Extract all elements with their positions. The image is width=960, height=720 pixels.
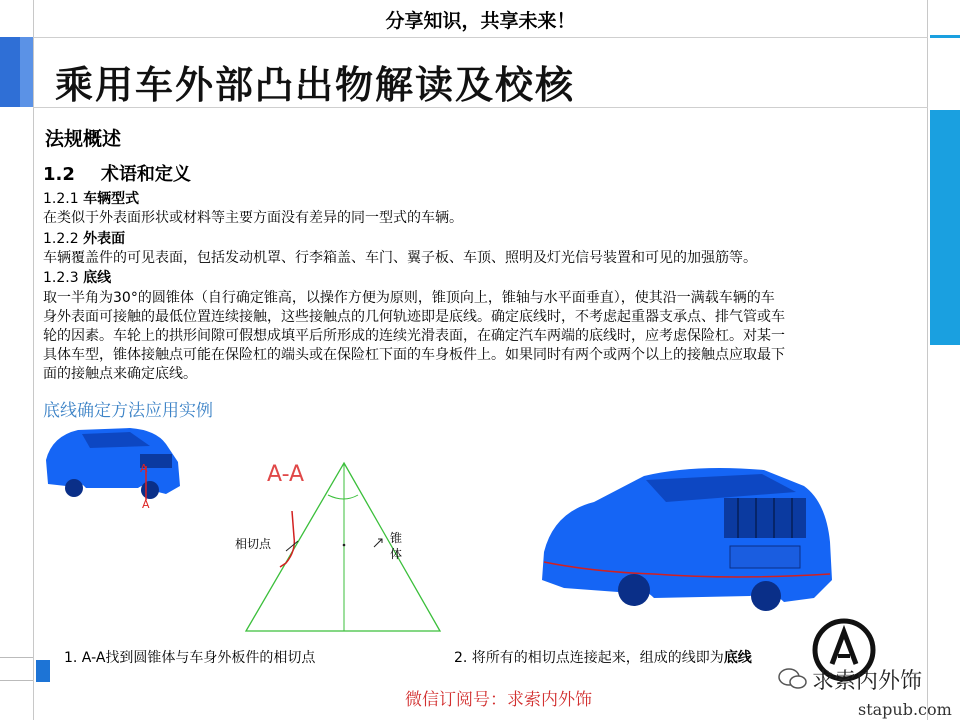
section-marker-bottom: A — [142, 498, 150, 511]
title-divider — [33, 107, 928, 108]
frame-right-line — [927, 0, 928, 720]
term-number: 1.2.3 — [43, 270, 79, 286]
title-accent-block-light — [20, 37, 33, 107]
definition-line: 具体车型，锥体接触点可能在保险杠的端头或在保险杠下面的车身板件上。如果同时有两个或两个以上的接触点应取最下 — [43, 347, 785, 363]
logo-text: 求索内外饰 — [812, 669, 923, 694]
top-bar — [33, 0, 928, 38]
term-3-definition — [43, 289, 903, 384]
term-1-definition: 在类似于外表面形状或材料等主要方面没有差异的同一型式的车辆。 — [43, 210, 463, 226]
step-2-caption — [454, 647, 752, 667]
page-title: 乘用车外部凸出物解读及校核 — [55, 63, 576, 107]
step-2-text: 2. 将所有的相切点连接起来，组成的线即为 — [454, 650, 724, 666]
right-accent-tick — [930, 35, 960, 38]
large-car-image — [534, 462, 844, 612]
small-car-image — [38, 422, 188, 504]
right-accent-bar — [930, 110, 960, 345]
section-label: A-A — [267, 462, 305, 487]
step-1-caption: 1. A-A找到圆锥体与车身外板件的相切点 — [64, 650, 316, 666]
term-number: 1.2.2 — [43, 231, 79, 247]
term-2-heading — [43, 230, 903, 249]
term-2-definition: 车辆覆盖件的可见表面，包括发动机罩、行李箱盖、车门、翼子板、车顶、照明及灯光信号装置和可见的加强筋等。 — [43, 250, 757, 266]
wechat-account-text: 微信订阅号：求索内外饰 — [405, 690, 592, 710]
step-2-bold: 底线 — [723, 650, 752, 666]
term-name: 底线 — [83, 270, 112, 286]
slogan: 分享知识，共享未来！ — [385, 10, 576, 32]
term-name: 车辆型式 — [83, 191, 140, 207]
term-1-heading — [43, 190, 903, 209]
section-marker-top: A — [140, 462, 148, 475]
subsection-heading — [43, 160, 191, 186]
title-accent-block — [0, 37, 20, 107]
definition-line: 轮的因素。车轮上的拱形间隙可假想成填平后所形成的连续光滑表面，在确定汽车两端的底线时，应考虑保险杠。对某一 — [43, 328, 785, 344]
definition-line: 面的接触点来确定底线。 — [43, 366, 197, 382]
definition-line: 取一半角为30°的圆锥体（自行确定锥高，以操作方便为原则，锥顶向上，锥轴与水平面垂直），使其沿一满载车辆的车 — [43, 290, 775, 306]
example-heading: 底线确定方法应用实例 — [43, 401, 213, 421]
cone-label: 锥体 — [390, 531, 403, 561]
bottom-left-accent-lines — [0, 657, 33, 681]
term-3-heading — [43, 269, 903, 288]
subsection-title: 术语和定义 — [100, 164, 191, 185]
definition-line: 身外表面可接触的最低位置连续接触，这些接触点的几何轨迹即是底线。确定底线时，不考虑起重器支承点、排气管或车 — [43, 309, 785, 325]
term-number: 1.2.1 — [43, 191, 79, 207]
bottom-left-accent-block — [36, 660, 50, 682]
term-name: 外表面 — [83, 231, 126, 247]
section-heading: 法规概述 — [45, 128, 122, 150]
frame-left-line — [33, 0, 34, 720]
subsection-number: 1.2 — [43, 164, 75, 185]
tangent-point-label: 相切点 — [235, 537, 272, 551]
wechat-icon — [778, 668, 808, 690]
watermark-url: stapub.com — [858, 700, 952, 719]
